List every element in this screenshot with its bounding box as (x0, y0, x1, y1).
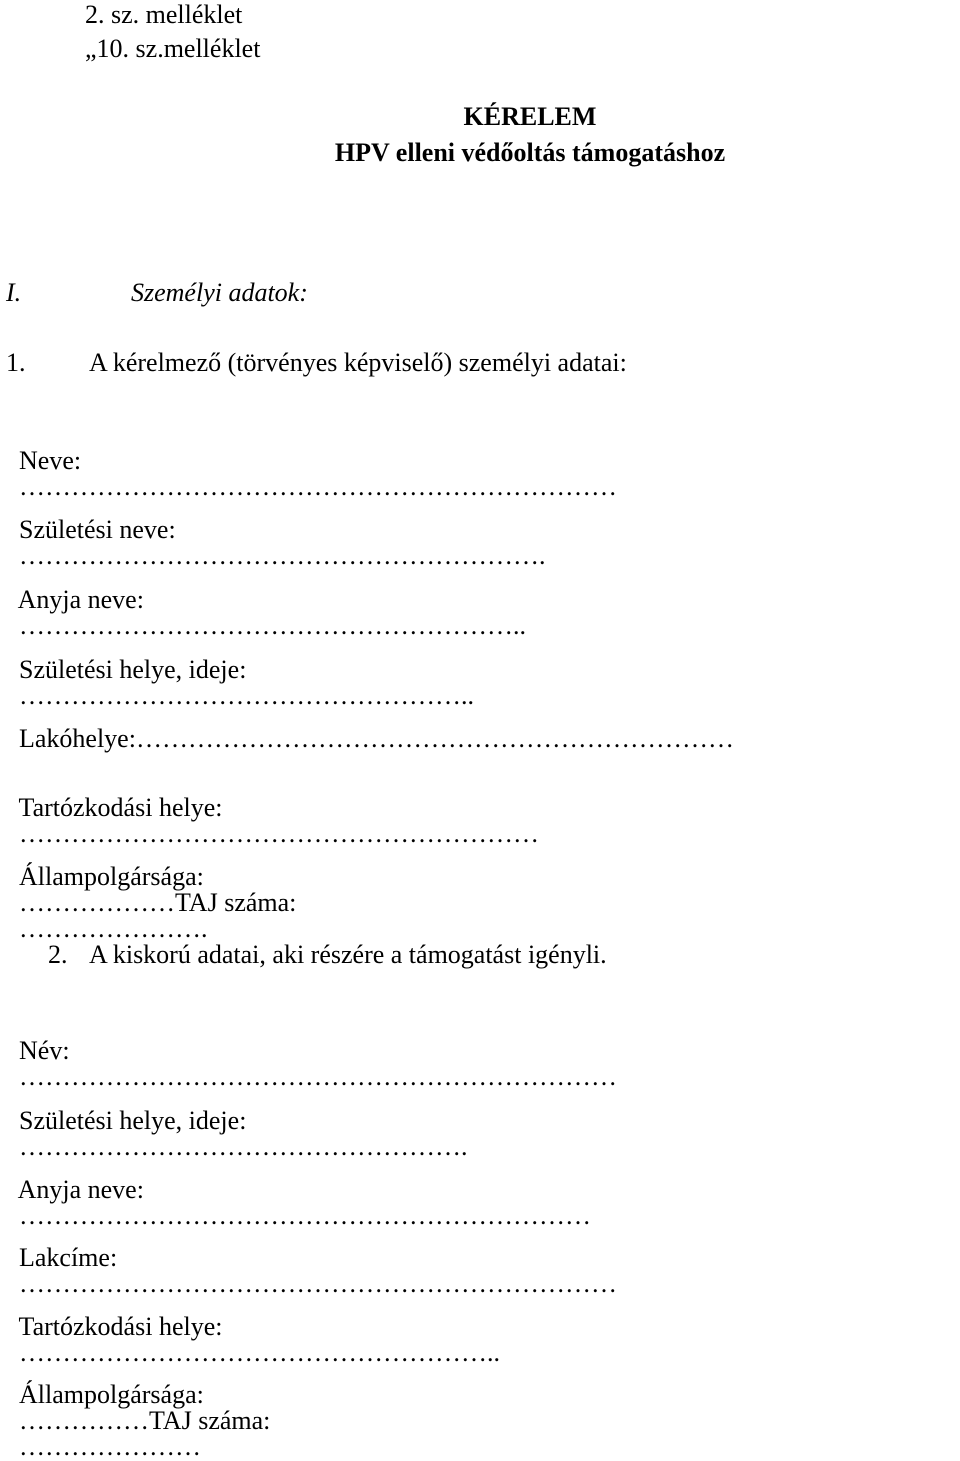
subsection-heading: A kérelmező (törvényes képviselő) személyi adatai: (89, 348, 627, 377)
field-label: Állampolgársága: (19, 862, 204, 891)
field-label: Anyja neve: (17, 585, 144, 614)
document-title: KÉRELEM (463, 102, 597, 131)
field-label: Lakóhelye: (19, 724, 136, 753)
field-row-applicant-citizenship-taj (6, 838, 296, 942)
field-row-minor-stay (6, 1288, 500, 1366)
field-label: Lakcíme: (19, 1243, 118, 1272)
subsection-number: 1. (6, 348, 26, 377)
field-row-minor-birth-place (6, 1082, 468, 1160)
field-row-applicant-residence (6, 700, 734, 752)
field-label: Név: (19, 1036, 70, 1065)
annex-reference-secondary: „10. sz.melléklet (85, 34, 261, 63)
fill-line: …………………………………………………………… (19, 472, 617, 501)
field-label: Születési helye, ideje: (19, 655, 247, 684)
field-label: Neve: (19, 446, 82, 475)
fill-line: ………………… (19, 1432, 201, 1461)
fill-line: ………………………………………………………… (19, 1201, 591, 1230)
field-label: Tartózkodási helye: (18, 1312, 223, 1341)
fill-line: ……………………………………………. (19, 1132, 468, 1161)
field-row-minor-citizenship-taj (6, 1356, 270, 1460)
section-heading: Személyi adatok: (131, 278, 308, 307)
subsection-number: 2. (48, 940, 68, 969)
document-subtitle: HPV elleni védőoltás támogatáshoz (334, 138, 726, 167)
field-row-applicant-stay (6, 769, 539, 847)
field-label: Állampolgársága: (19, 1380, 204, 1409)
section-number: I. (6, 278, 22, 307)
annex-reference: 2. sz. melléklet (85, 0, 243, 29)
fill-line: ……………… (19, 888, 175, 917)
field-label: Anyja neve: (17, 1175, 144, 1204)
field-row-minor-name (6, 1012, 617, 1090)
fill-line: ………………………………………………….. (19, 611, 526, 640)
field-row-minor-mother-name (6, 1151, 591, 1229)
subsection-heading: A kiskorú adatai, aki részére a támogatást igényli. (89, 940, 607, 969)
fill-line: …………………………………………………………… (19, 1062, 617, 1091)
field-row-minor-address (6, 1219, 617, 1297)
field-label: Születési neve: (19, 515, 176, 544)
field-row-applicant-birth-place (6, 631, 474, 709)
fill-line: …………………………………………………… (19, 819, 539, 848)
fill-line: …………………. (19, 914, 208, 943)
fill-line: …………… (19, 1406, 149, 1435)
fill-line: ……………………………………………………. (19, 541, 546, 570)
field-row-applicant-name (6, 422, 617, 500)
field-label: Születési helye, ideje: (19, 1106, 247, 1135)
fill-line: …………………………………………………………… (135, 724, 734, 753)
fill-line: ……………………………………………….. (19, 1338, 500, 1367)
field-row-applicant-mother-name (6, 561, 526, 639)
field-label: TAJ száma: (149, 1406, 271, 1435)
fill-line: …………………………………………….. (19, 681, 474, 710)
field-label: Tartózkodási helye: (18, 793, 223, 822)
fill-line: …………………………………………………………… (19, 1269, 617, 1298)
field-label: TAJ száma: (175, 888, 297, 917)
field-row-applicant-birth-name (6, 491, 546, 569)
